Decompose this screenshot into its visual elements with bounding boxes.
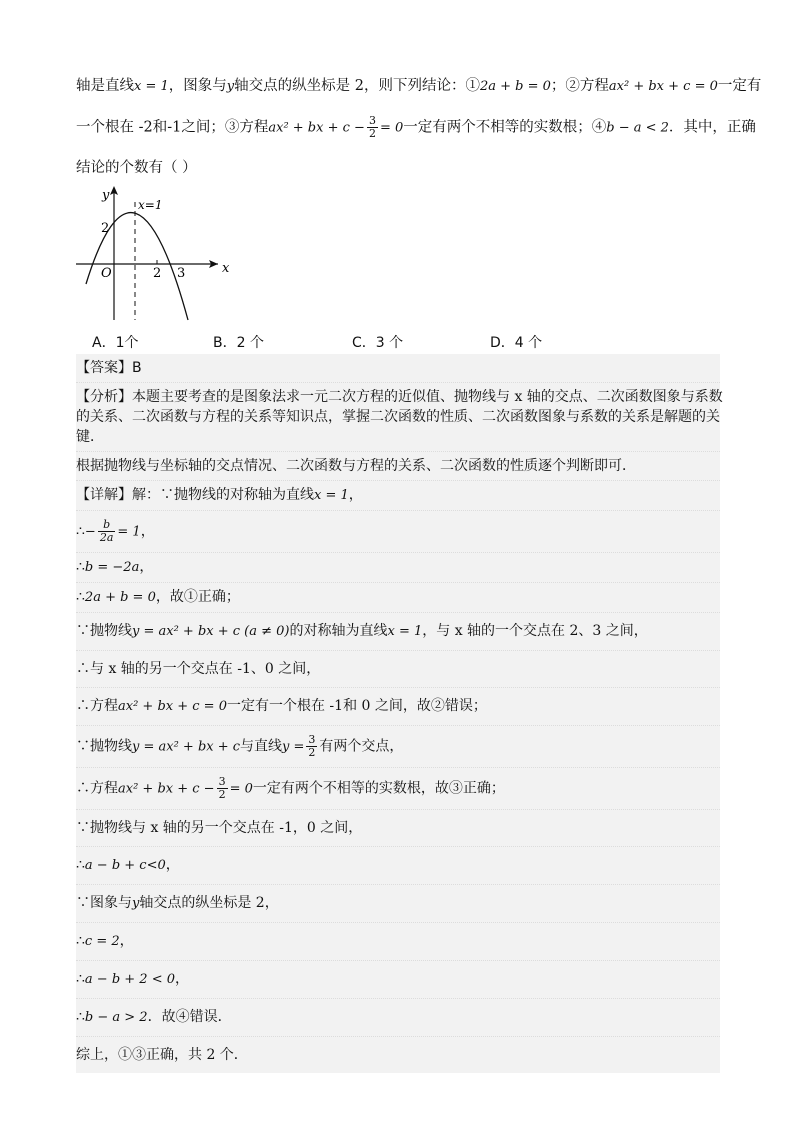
text: ∴方程 [76,780,118,797]
math: b − a > 2 [84,1010,148,1025]
answer-label: 【答案】 [76,360,132,376]
text: ，故①正确； [155,589,240,605]
math: c = 2 [84,934,120,949]
question-stem [76,76,762,178]
option-b[interactable] [213,332,264,352]
fraction [306,734,317,759]
parabola-graph [76,180,236,325]
text: ，与 x 轴的一个交点在 2、3 之间， [422,623,648,639]
math: y = ax² + bx + c [132,739,241,755]
detail-conclusion: 综上，①③正确，共 2 个． [76,1036,720,1073]
text: ∴ [76,1009,85,1025]
text: 一定有两个不相等的实数根，故③正确； [252,780,505,797]
numerator: 3 [308,733,316,746]
detail-step [76,767,720,809]
math: y [132,896,140,911]
origin-label: O [101,266,112,281]
text: ∵图象与 [76,895,132,911]
detail-step [76,582,720,612]
math: = 0 [379,120,404,136]
math: ax² + bx + c = 0 [118,699,227,714]
text: 一定有两个不相等的实数根；④ [403,119,607,136]
denominator: 2a [99,531,114,544]
detail-step: ∴与 x 轴的另一个交点在 -1、0 之间， [76,650,720,687]
option-c[interactable] [352,332,403,352]
text: ∴ [76,523,85,540]
text: 轴交点的纵坐标是 2，则下列结论：① [234,78,480,94]
text: ， [139,559,154,575]
option-letter: A． [92,335,116,351]
math: − [84,524,96,540]
detail-step [76,884,720,922]
answer-value: B [132,360,142,376]
detail-step [76,687,720,725]
math: a − b + c<0 [84,858,166,873]
numerator: 3 [218,775,226,788]
y-axis-label: y [102,188,110,203]
detail-step [76,480,720,510]
option-a[interactable] [92,332,139,352]
detail-step [76,552,720,582]
x-axis-label: x [222,261,230,276]
math: b = −2a [84,560,140,575]
text: ∵抛物线 [76,738,132,755]
y-tick-label: 2 [101,221,110,236]
text: ， [119,933,134,949]
text: 的对称轴为直线 [289,623,388,639]
math: x = 1 [387,624,423,639]
text: 一个根在 -2和-1之间；③方程 [76,119,269,136]
math: = 0 [229,781,253,797]
option-letter: C． [352,335,376,351]
detail-step [76,960,720,998]
text: ∴ [76,933,85,949]
math: x = 1 [134,79,169,94]
fraction [98,519,116,544]
math: x = 1 [314,488,349,503]
x-tick-label: 2 [153,266,162,281]
math: a − b + 2 < 0 [84,972,176,987]
text: ， [175,971,190,987]
text: ， [165,857,180,873]
math: 2a + b = 0 [84,590,156,605]
option-text: 4 个 [514,335,543,351]
math: ax² + bx + c − [268,120,365,136]
question-line-2 [76,114,756,140]
text: 轴交点的纵坐标是 2， [139,895,279,911]
text: ， [140,523,155,540]
math: y [226,79,235,94]
analysis-text: 本题主要考查的是图象法求一元二次方程的近似值、抛物线与 x 轴的交点、二次函数图象与系数 [132,389,723,405]
text: ∵抛物线 [76,623,132,639]
math: = 1 [117,524,141,540]
option-text: 1个 [115,335,139,351]
question-line-3: 结论的个数有（ ） [76,160,197,176]
analysis-text: 键． [76,429,104,445]
fraction [217,776,228,801]
math: ax² + bx + c = 0 [608,79,718,94]
detail-step [76,998,720,1036]
text: 与直线 [240,738,283,755]
analysis-row-2: 根据抛物线与坐标轴的交点情况、二次函数与方程的关系、二次函数的性质逐个判断即可． [76,451,720,480]
text: ∴ [76,857,85,873]
text: 一定有 [717,78,762,94]
fraction [367,115,378,140]
symmetry-axis-label: x=1 [138,198,163,212]
option-letter: D． [490,335,515,351]
option-text: 3 个 [375,335,404,351]
x-tick-label: 3 [177,266,186,281]
detail-step [76,725,720,767]
text: 解：∵抛物线的对称轴为直线 [132,487,314,503]
text: 轴是直线 [76,78,134,94]
text: 有两个交点， [319,738,404,755]
math: 2a + b = 0 [479,79,551,94]
option-text: 2 个 [236,335,264,351]
text: 一定有一个根在 -1和 0 之间，故②错误； [226,698,487,714]
numerator: 3 [368,114,376,127]
question-line-1 [76,76,762,97]
text: ∴方程 [76,698,118,714]
detail-label: 【详解】 [76,487,132,503]
text: ，图象与 [168,78,227,94]
text: ∴ [76,971,85,987]
text: ．其中，正确 [668,119,756,136]
math: y = [282,739,305,755]
text: ， [348,487,363,503]
answer-section [76,354,723,1073]
math: b − a < 2 [606,120,669,136]
denominator: 2 [308,746,316,759]
numerator: b [98,519,116,532]
text: ∴ [76,559,85,575]
math: ax² + bx + c − [118,781,215,797]
option-d[interactable] [490,332,542,352]
detail-step: ∵抛物线与 x 轴的另一个交点在 -1，0 之间， [76,809,720,846]
denominator: 2 [368,127,376,140]
text: ．故④错误． [147,1009,232,1025]
analysis-text: 的关系、二次函数与方程的关系等知识点，掌握二次函数的性质、二次函数图象与系数的关系是解题的关 [76,409,720,425]
detail-step [76,846,720,884]
analysis-label: 【分析】 [76,389,132,405]
math: y = ax² + bx + c (a ≠ 0) [132,624,290,639]
detail-step [76,510,720,552]
text: ∴ [76,589,85,605]
denominator: 2 [218,788,226,801]
option-letter: B． [213,335,237,351]
analysis-row [76,382,723,451]
text: ；②方程 [550,78,609,94]
detail-step [76,612,720,650]
detail-step [76,922,720,960]
answer-row [76,354,720,382]
